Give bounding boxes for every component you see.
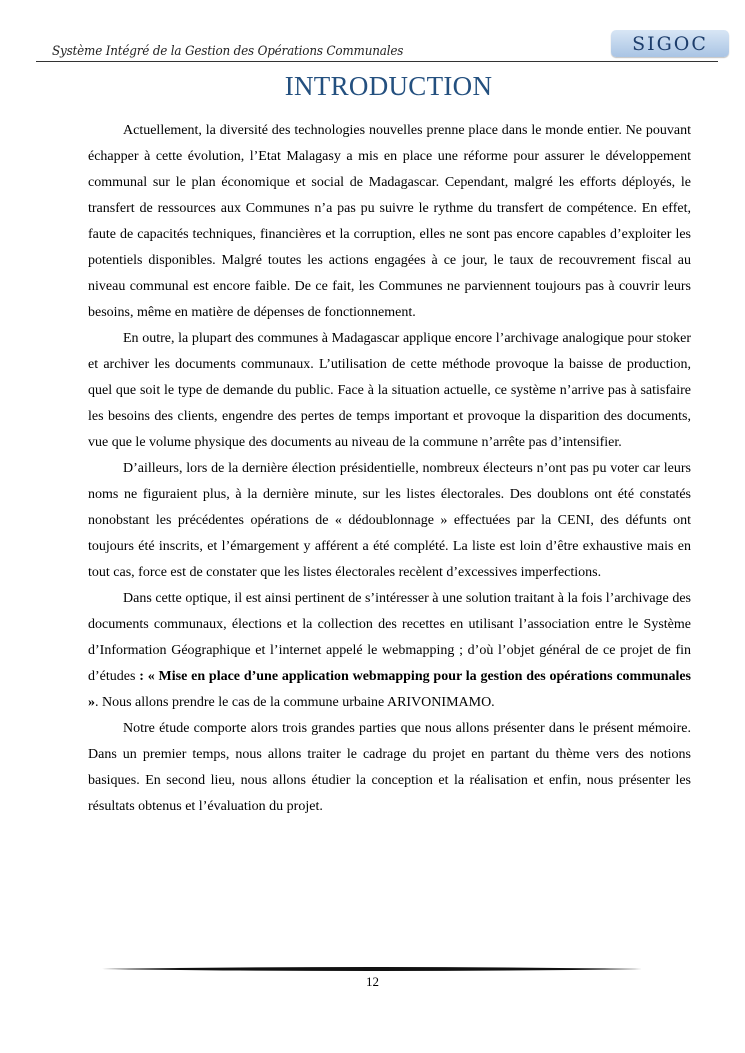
paragraph-5: Notre étude comporte alors trois grandes parties que nous allons présenter dans le présent mémoire. Dans un premier temps, nous allons traiter le cadrage du projet en partant du thème vers des notions basiques. En second lieu, nous allons étudier la conception et la réalisation et enfin, nous présenter les résultats obtenus et l’évaluation du projet. <box>88 721 691 814</box>
project-subject: : « Mise en place d’une application webmapping pour la gestion des opérations communales » <box>88 669 691 710</box>
paragraph-1: Actuellement, la diversité des technologies nouvelles prenne place dans le monde entier. Ne pouvant échapper à cette évolution, l’Etat Malagasy a mis en place une réforme pour assurer le développement communal sur le plan économique et social de Madagascar. Cependant, malgré les efforts déployés, le transfert de ressources aux Communes n’a pas pu suivre le rythme du transfert de compétence. En effet, faute de capacités techniques, financières et la corruption, elles ne sont pas encore capables d’exploiter les potentiels disponibles. Malgré toutes les actions engagées à ce jour, le taux de recouvrement fiscal au niveau communal est encore faible. De ce fait, les Communes ne parviennent toujours pas à couvrir leurs besoins, même en matière de dépenses de fonctionnement. <box>88 123 691 320</box>
body-text <box>88 118 691 820</box>
footer-divider <box>102 966 642 972</box>
paragraph-3: D’ailleurs, lors de la dernière élection présidentielle, nombreux électeurs n’ont pas pu voter car leurs noms ne figuraient plus, à la dernière minute, sur les listes électorales. Des doublons ont été constatés nonobstant les précédentes opérations de « dédoublonnage » effectuées par la CENI, des défunts ont toujours été inscrits, et l’émargement y afférent a été complété. La liste est loin d’être exhaustive mais en tout cas, force est de constater que les listes électorales recèlent d’excessives imperfections. <box>88 461 691 580</box>
header-divider <box>36 61 718 62</box>
paragraph-4-end: . Nous allons prendre le cas de la commune urbaine ARIVONIMAMO. <box>95 695 495 710</box>
running-header-title: Système Intégré de la Gestion des Opérations Communales <box>52 44 404 59</box>
sigoc-logo: SIGOC <box>611 30 729 57</box>
paragraph-4 <box>88 586 691 716</box>
page-title: INTRODUCTION <box>284 71 493 101</box>
page-number: 12 <box>366 974 379 989</box>
paragraph-4-start: Dans cette optique, il est ainsi pertinent de s’intéresser à une solution traitant à la fois l’archivage des documents communaux, élections et la collection des recettes en utilisant l’association entre le Système d’Information Géographique et l’internet appelé le webmapping ; d’où l’objet général de ce projet de fin d’études <box>88 591 691 684</box>
paragraph-2: En outre, la plupart des communes à Madagascar applique encore l’archivage analogique pour stoker et archiver les documents communaux. L’utilisation de cette méthode provoque la baisse de production, quel que soit le type de demande du public. Face à la situation actuelle, ce système n’arrive pas à satisfaire les besoins des clients, engendre des pertes de temps important et provoque la disparition des documents, vue que le volume physique des documents au niveau de la commune n’arrête pas d’intensifier. <box>88 331 691 450</box>
